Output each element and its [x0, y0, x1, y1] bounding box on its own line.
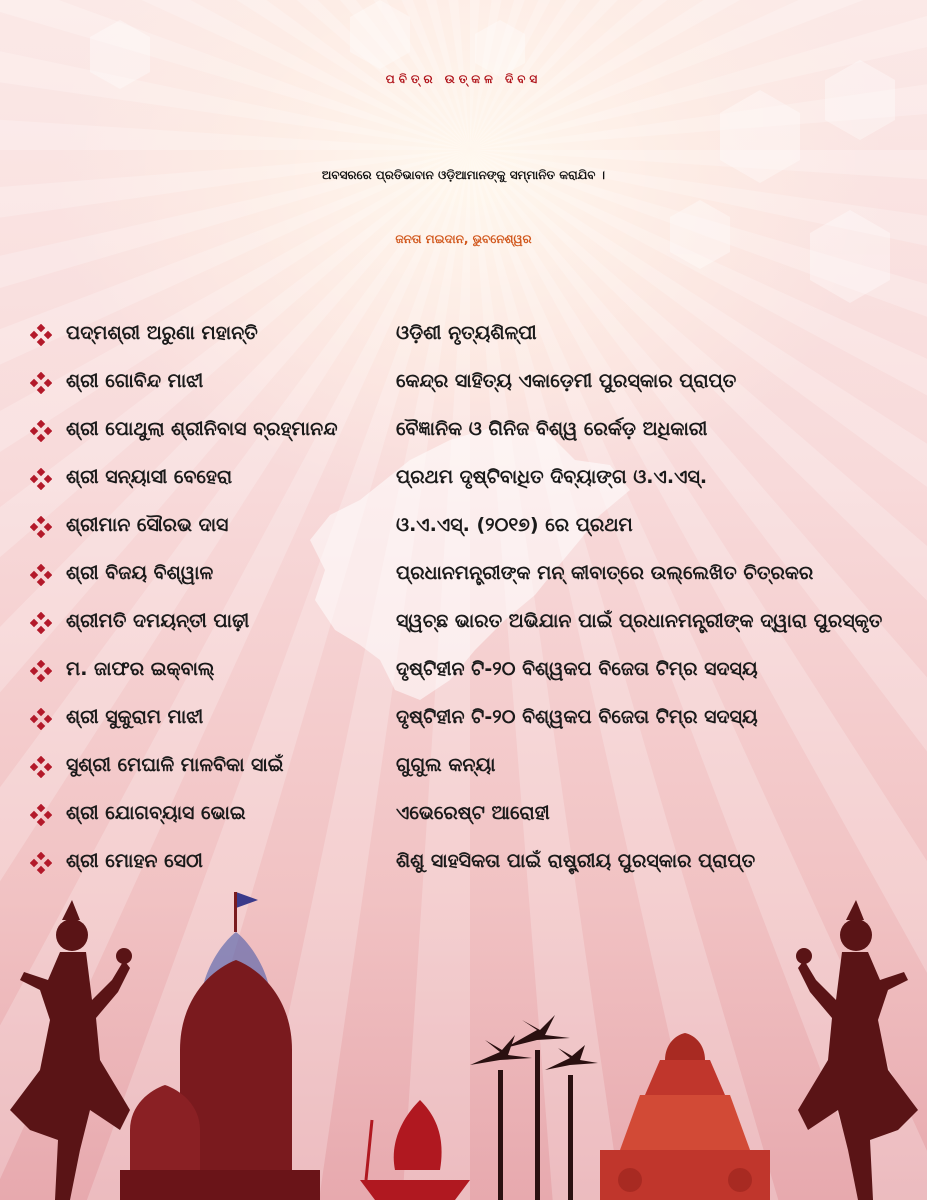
honoree-achievement: ଦୃଷ୍ଟିହୀନ ଟି-୨୦ ବିଶ୍ୱକପ ବିଜେତା ଟିମ୍‌ର ସଦସ୍ୟ — [396, 658, 758, 680]
palm-trees-icon — [470, 1015, 598, 1200]
honoree-achievement: ସ୍ୱଚ୍ଛ ଭାରତ ଅଭିଯାନ ପାଇଁ ପ୍ରଧାନମନ୍ତ୍ରୀଙ୍କ ଦ୍ୱାରା ପୁରସ୍କୃତ — [396, 610, 883, 632]
honoree-achievement: କେନ୍ଦ୍ର ସାହିତ୍ୟ ଏକାଡ଼େମୀ ପୁରସ୍କାର ପ୍ରାପ୍ତ — [396, 370, 737, 392]
diamond-bullet-icon — [30, 372, 52, 394]
venue-text: ଜନତା ମଇଦାନ, ଭୁବନେଶ୍ୱର — [395, 232, 532, 246]
honoree-name: ସୁଶ୍ରୀ ମେଘାଳି ମାଳବିକା ସାଇଁ — [66, 754, 284, 776]
diamond-bullet-icon — [30, 516, 52, 538]
honoree-achievement: ଗୁଗୁଲ କନ୍ୟା — [396, 754, 496, 776]
honoree-row — [0, 466, 927, 514]
poster-subtitle: ଅବସରରେ ପ୍ରତିଭାବାନ ଓଡ଼ିଆମାନଙ୍କୁ ସମ୍ମାନିତ କରାଯିବ । — [321, 168, 606, 182]
honoree-name: ଶ୍ରୀମତି ଦମୟନ୍ତୀ ପାଢ଼ୀ — [66, 610, 250, 632]
honoree-name: ଶ୍ରୀ ସନ୍ୟାସୀ ବେହେରା — [66, 466, 233, 488]
diamond-bullet-icon — [30, 756, 52, 778]
honoree-achievement: ପ୍ରଧାନମନ୍ତ୍ରୀଙ୍କ ମନ୍ କୀବାତ୍‌ରେ ଉଲ୍ଲେଖିତ ଚିତ୍ରକର — [396, 562, 814, 584]
jagannath-temple-icon — [120, 892, 320, 1200]
honoree-row — [0, 754, 927, 802]
diamond-bullet-icon — [30, 852, 52, 874]
diamond-bullet-icon — [30, 708, 52, 730]
honoree-row — [0, 706, 927, 754]
honoree-name: ଶ୍ରୀ ସୁକୁରାମ ମାଝୀ — [66, 706, 204, 728]
poster-title: ପବିତ୍ର ଉତ୍କଳ ଦିବସ — [385, 72, 542, 86]
honoree-row — [0, 562, 927, 610]
cultural-silhouettes — [0, 880, 927, 1200]
honoree-name: ଶ୍ରୀମାନ ସୌରଭ ଦାସ — [66, 514, 229, 536]
honoree-row — [0, 322, 927, 370]
diamond-bullet-icon — [30, 564, 52, 586]
honoree-name: ଶ୍ରୀ ଗୋବିନ୍ଦ ମାଝୀ — [66, 370, 204, 392]
honoree-name: ଶ୍ରୀ ଯୋଗବ୍ୟାସ ଭୋଇ — [66, 802, 246, 824]
konark-temple-icon — [600, 1033, 770, 1200]
honoree-row — [0, 514, 927, 562]
honoree-achievement: ପ୍ରଥମ ଦୃଷ୍ଟିବାଧିତ ଦିବ୍ୟାଙ୍ଗ ଓ.ଏ.ଏସ୍. — [396, 466, 708, 488]
honoree-name: ଶ୍ରୀ ମୋହନ ସେଠୀ — [66, 850, 203, 872]
honoree-name: ପଦ୍ମଶ୍ରୀ ଅରୁଣା ମହାନ୍ତି — [66, 322, 258, 344]
honoree-achievement: ବୈଜ୍ଞାନିକ ଓ ଗିନିଜ ବିଶ୍ୱ ରେର୍କଡ଼ ଅଧିକାରୀ — [396, 418, 708, 440]
honoree-row — [0, 418, 927, 466]
honoree-row — [0, 802, 927, 850]
honoree-name: ମ. ଜାଫର ଇକ୍‌ବାଲ୍ — [66, 658, 215, 680]
diamond-bullet-icon — [30, 660, 52, 682]
honoree-achievement: ଦୃଷ୍ଟିହୀନ ଟି-୨୦ ବିଶ୍ୱକପ ବିଜେତା ଟିମ୍‌ର ସଦସ୍ୟ — [396, 706, 758, 728]
boat-icon — [360, 1100, 470, 1200]
diamond-bullet-icon — [30, 468, 52, 490]
honoree-row — [0, 658, 927, 706]
honoree-achievement: ଓ.ଏ.ଏସ୍. (୨୦୧୭) ରେ ପ୍ରଥମ — [396, 514, 633, 536]
honoree-achievement: ଏଭେରେଷ୍ଟ ଆରୋହୀ — [396, 802, 550, 824]
right-dancer-icon — [796, 900, 918, 1200]
honoree-row — [0, 610, 927, 658]
diamond-bullet-icon — [30, 420, 52, 442]
honoree-achievement: ଓଡ଼ିଶୀ ନୃତ୍ୟଶିଳ୍ପୀ — [396, 322, 537, 344]
left-dancer-icon — [10, 900, 132, 1200]
diamond-bullet-icon — [30, 804, 52, 826]
diamond-bullet-icon — [30, 324, 52, 346]
honoree-name: ଶ୍ରୀ ବିଜୟ ବିଶ୍ୱାଳ — [66, 562, 214, 584]
honoree-row — [0, 370, 927, 418]
honoree-achievement: ଶିଶୁ ସାହସିକତା ପାଇଁ ରାଷ୍ଟ୍ରୀୟ ପୁରସ୍କାର ପ୍ରାପ୍ତ — [396, 850, 756, 872]
honoree-name: ଶ୍ରୀ ପୋଥୁଲା ଶ୍ରୀନିବାସ ବ୍ରହ୍ମାନନ୍ଦ — [66, 418, 338, 440]
diamond-bullet-icon — [30, 612, 52, 634]
